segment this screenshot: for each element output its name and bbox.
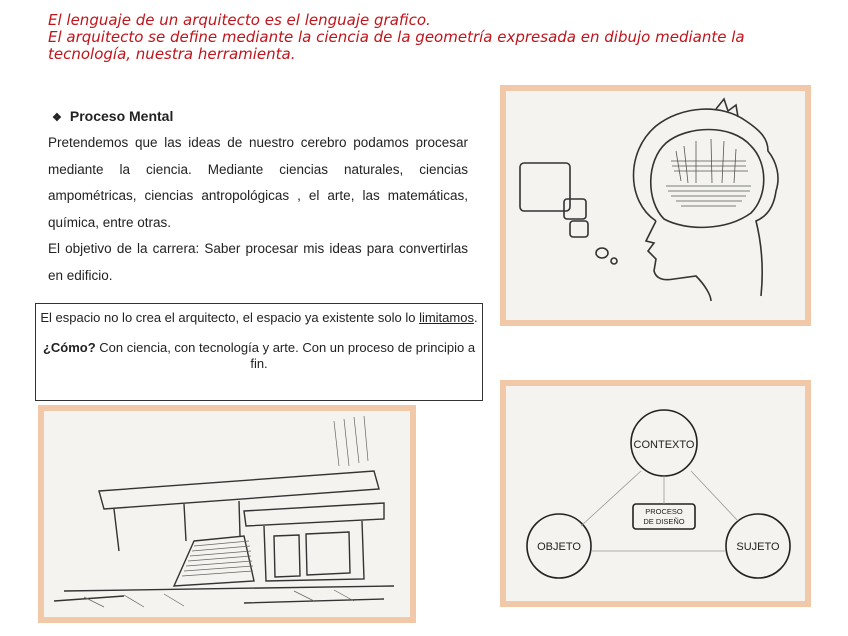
diagram-label-center-1: PROCESO bbox=[645, 507, 683, 516]
head-sketch-image bbox=[506, 91, 805, 320]
quote-line-1-end: . bbox=[473, 310, 478, 325]
paragraph-2: El objetivo de la carrera: Saber procesar mis ideas para convertirlas en edificio. bbox=[48, 241, 468, 283]
quote-box bbox=[35, 303, 483, 401]
quote-underlined-word: limitamos bbox=[419, 310, 474, 325]
diagram-label-top: CONTEXTO bbox=[633, 439, 695, 451]
process-diagram bbox=[506, 386, 805, 601]
section-title-text: Proceso Mental bbox=[69, 108, 174, 124]
diagram-label-right: SUJETO bbox=[736, 541, 780, 553]
quote-line-2 bbox=[36, 340, 482, 372]
diagram-label-left: OBJETO bbox=[537, 541, 581, 553]
house-sketch-image bbox=[44, 411, 410, 617]
house-sketch-frame bbox=[38, 405, 416, 623]
diamond-bullet-icon: ❖ bbox=[52, 112, 62, 124]
head-sketch-frame bbox=[500, 85, 811, 326]
process-diagram-frame bbox=[500, 380, 811, 607]
header-line-1: El lenguaje de un arquitecto es el lenguaje grafico. bbox=[48, 11, 431, 29]
quote-question: ¿Cómo? bbox=[42, 340, 96, 355]
header-line-3: tecnología, nuestra herramienta. bbox=[48, 45, 296, 63]
quote-line-1 bbox=[36, 310, 482, 326]
quote-line-2-text: Con ciencia, con tecnología y arte. Con un proceso de principio a fin. bbox=[95, 340, 476, 371]
header-line-2: El arquitecto se define mediante la ciencia de la geometría expresada en dibujo mediante la bbox=[48, 28, 745, 46]
quote-line-1-text: El espacio no lo crea el arquitecto, el espacio ya existente solo lo bbox=[40, 310, 420, 325]
header-block bbox=[48, 12, 838, 63]
paragraph-1: Pretendemos que las ideas de nuestro cerebro podamos procesar mediante la ciencia. Mediante ciencias naturales, ciencias ampométricas, ciencias antropológicas , el arte, las matemáticas, química, entre otras. bbox=[48, 135, 468, 230]
body-text bbox=[48, 130, 468, 289]
diagram-label-center-2: DE DISEÑO bbox=[643, 517, 685, 526]
section-title bbox=[52, 108, 173, 124]
